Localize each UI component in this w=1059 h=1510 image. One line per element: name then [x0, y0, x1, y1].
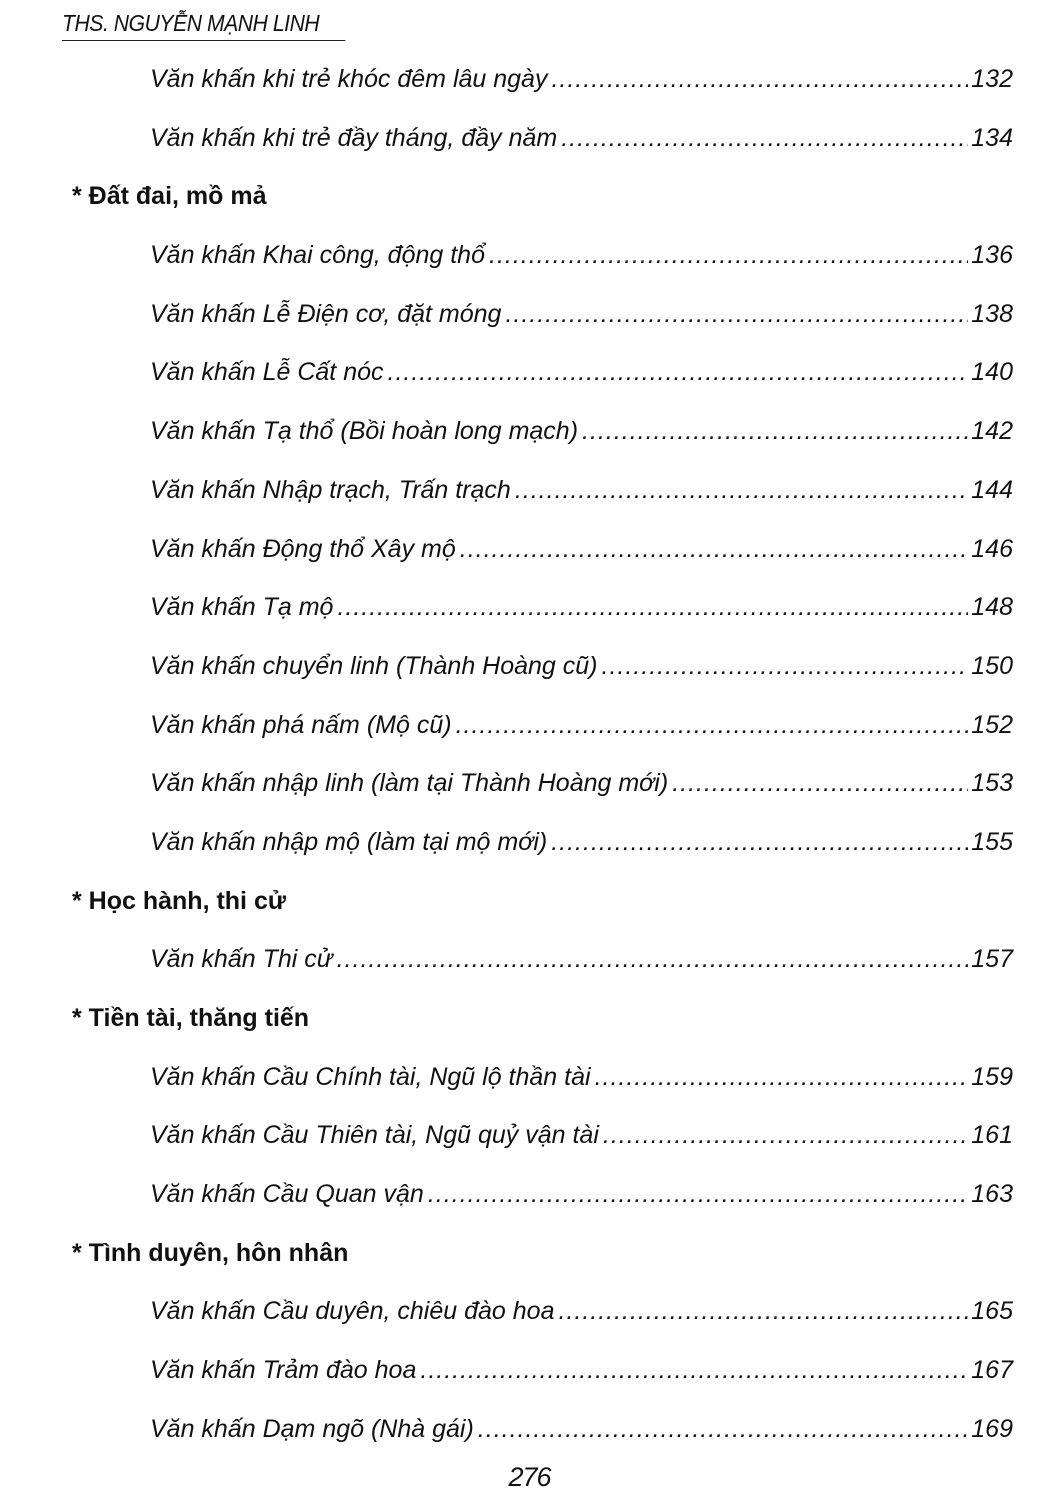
dot-leader	[561, 124, 968, 153]
entry-page-number: 136	[971, 241, 1013, 270]
entry-title: Văn khấn Lễ Cất nóc	[150, 358, 384, 387]
entry-page-number: 134	[971, 123, 1013, 152]
toc-section	[0, 991, 1059, 1050]
section-heading: * Tình duyên, hôn nhân	[72, 1238, 349, 1267]
entry-title: Văn khấn chuyển linh (Thành Hoàng cũ)	[150, 651, 598, 680]
entry-title: Văn khấn Thi cử	[150, 945, 333, 974]
toc-entry	[0, 287, 1059, 346]
dot-leader	[603, 1121, 968, 1150]
toc-entry	[0, 756, 1059, 815]
toc-entry-line	[150, 65, 1013, 94]
section-heading: * Học hành, thi cử	[72, 886, 286, 915]
toc-entry	[0, 522, 1059, 581]
toc-entry	[0, 345, 1059, 404]
toc-entry-line	[150, 1180, 1013, 1209]
entry-page-number: 132	[971, 65, 1013, 93]
dot-leader	[515, 476, 968, 505]
dot-leader	[551, 65, 968, 94]
entry-title: Văn khấn phá nấm (Mộ cũ)	[150, 710, 452, 739]
author-name: THS. NGUYỄN MẠNH LINH	[62, 10, 320, 36]
toc-entry-line	[150, 124, 1013, 153]
entry-title: Văn khấn khi trẻ đầy tháng, đầy năm	[150, 123, 558, 152]
dot-leader	[337, 593, 968, 622]
entry-page-number: 155	[971, 827, 1013, 856]
toc-entry-line	[150, 769, 1013, 798]
entry-page-number: 152	[971, 710, 1013, 739]
toc-entry	[0, 1402, 1059, 1461]
page-number: 276	[508, 1462, 551, 1492]
dot-leader	[602, 652, 969, 681]
toc-entry-line	[150, 476, 1013, 505]
toc-entry-line	[150, 535, 1013, 564]
entry-title: Văn khấn Dạm ngõ (Nhà gái)	[150, 1414, 474, 1443]
dot-leader	[551, 828, 968, 857]
dot-leader	[672, 769, 968, 798]
entry-page-number: 146	[971, 534, 1013, 563]
toc-entry	[0, 932, 1059, 991]
toc-entry	[0, 815, 1059, 874]
entry-page-number: 148	[971, 593, 1013, 622]
entry-page-number: 163	[971, 1180, 1013, 1209]
dot-leader	[337, 945, 969, 974]
dot-leader	[505, 300, 968, 329]
toc-entry	[0, 580, 1059, 639]
entry-page-number: 165	[971, 1297, 1013, 1326]
toc-entry-line	[150, 945, 1013, 974]
toc-entry-line	[150, 828, 1013, 857]
toc-entry-line	[150, 417, 1013, 446]
toc-entry-line	[150, 593, 1013, 622]
toc-entry	[0, 698, 1059, 757]
table-of-contents	[0, 52, 1059, 1461]
entry-page-number: 138	[971, 299, 1013, 328]
toc-entry-line	[150, 241, 1013, 270]
section-heading: * Tiền tài, thăng tiến	[72, 1004, 310, 1032]
entry-page-number: 161	[971, 1121, 1013, 1150]
dot-leader	[582, 417, 968, 446]
entry-title: Văn khấn Khai công, động thổ	[150, 241, 485, 270]
toc-entry-line	[150, 1063, 1013, 1092]
section-heading: * Đất đai, mồ mả	[72, 182, 267, 211]
toc-entry-line	[150, 652, 1013, 681]
entry-page-number: 157	[971, 945, 1013, 974]
entry-page-number: 159	[971, 1062, 1013, 1091]
entry-page-number: 169	[971, 1414, 1013, 1443]
entry-title: Văn khấn Cầu Quan vận	[150, 1180, 424, 1209]
entry-title: Văn khấn Cầu Thiên tài, Ngũ quỷ vận tài	[150, 1121, 599, 1150]
dot-leader	[489, 241, 968, 270]
entry-title: Văn khấn Tạ thổ (Bồi hoàn long mạch)	[150, 417, 579, 446]
toc-section	[0, 1226, 1059, 1285]
toc-entry	[0, 228, 1059, 287]
toc-entry-line	[150, 358, 1013, 387]
entry-page-number: 140	[971, 358, 1013, 387]
entry-page-number: 167	[971, 1356, 1013, 1385]
toc-entry	[0, 111, 1059, 170]
dot-leader	[478, 1415, 968, 1444]
entry-title: Văn khấn Lễ Điện cơ, đặt móng	[150, 299, 502, 328]
entry-page-number: 153	[971, 769, 1013, 798]
entry-title: Văn khấn Cầu Chính tài, Ngũ lộ thần tài	[150, 1062, 591, 1091]
toc-entry-line	[150, 1297, 1013, 1326]
toc-entry-line	[150, 1356, 1013, 1385]
running-header	[62, 10, 345, 41]
toc-entry-line	[150, 1121, 1013, 1150]
toc-section	[0, 169, 1059, 228]
dot-leader	[456, 711, 969, 740]
toc-entry	[0, 52, 1059, 111]
toc-entry-line	[150, 711, 1013, 740]
toc-entry	[0, 639, 1059, 698]
toc-entry	[0, 1284, 1059, 1343]
dot-leader	[558, 1297, 968, 1326]
entry-page-number: 144	[971, 475, 1013, 504]
dot-leader	[388, 358, 969, 387]
toc-entry	[0, 463, 1059, 522]
dot-leader	[595, 1063, 969, 1092]
toc-entry	[0, 1050, 1059, 1109]
entry-page-number: 150	[971, 651, 1013, 680]
toc-entry	[0, 1108, 1059, 1167]
toc-entry-line	[150, 1415, 1013, 1444]
entry-title: Văn khấn Cầu duyên, chiêu đào hoa	[150, 1297, 555, 1326]
toc-section	[0, 874, 1059, 933]
entry-title: Văn khấn nhập linh (làm tại Thành Hoàng mới)	[150, 769, 669, 798]
entry-title: Văn khấn Động thổ Xây mộ	[150, 534, 456, 563]
toc-entry	[0, 1343, 1059, 1402]
entry-title: Văn khấn Trảm đào hoa	[150, 1356, 417, 1385]
toc-entry-line	[150, 300, 1013, 329]
entry-page-number: 142	[971, 417, 1013, 446]
toc-entry	[0, 1167, 1059, 1226]
dot-leader	[428, 1180, 968, 1209]
entry-title: Văn khấn Tạ mộ	[150, 593, 334, 622]
toc-entry	[0, 404, 1059, 463]
dot-leader	[420, 1356, 968, 1385]
entry-title: Văn khấn khi trẻ khóc đêm lâu ngày	[150, 65, 548, 93]
entry-title: Văn khấn nhập mộ (làm tại mộ mới)	[150, 827, 548, 856]
dot-leader	[460, 535, 969, 564]
entry-title: Văn khấn Nhập trạch, Trấn trạch	[150, 475, 511, 504]
